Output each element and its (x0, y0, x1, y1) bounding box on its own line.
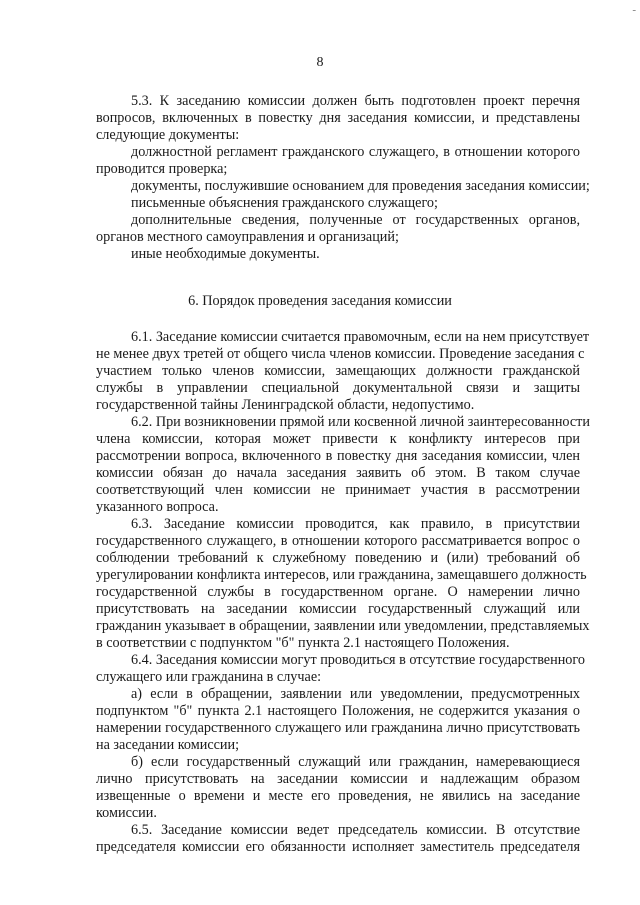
paragraph-line: а) если в обращении, заявлении или уведомлении, предусмотренных (131, 686, 580, 702)
paragraph-line: 6.1. Заседание комиссии считается правомочным, если на нем присутствует (131, 329, 590, 345)
section-heading: 6. Порядок проведения заседания комиссии (188, 293, 452, 309)
paragraph-line: соответствующий член комиссии не принимает участия в рассмотрении (96, 482, 580, 498)
paragraph-line: соблюдении требований к служебному поведению и (или) требований об (96, 550, 580, 566)
paragraph-line: государственного служащего, в отношении которого рассматривается вопрос о (96, 533, 580, 549)
paragraph-line: иные необходимые документы. (131, 246, 320, 262)
paragraph-line: документы, послужившие основанием для проведения заседания комиссии; (131, 178, 590, 194)
paragraph-line: 6.2. При возникновении прямой или косвенной личной заинтересованности (131, 414, 590, 430)
paragraph-line: должностной регламент гражданского служащего, в отношении которого (131, 144, 580, 160)
paragraph-line: не менее двух третей от общего числа членов комиссии. Проведение заседания с (96, 346, 585, 362)
paragraph-line: б) если государственный служащий или гражданин, намеревающиеся (131, 754, 580, 770)
paragraph-line: 6.5. Заседание комиссии ведет председатель комиссии. В отсутствие (131, 822, 580, 838)
paragraph-line: 6.4. Заседания комиссии могут проводиться в отсутствие государственного (131, 652, 585, 668)
paragraph-line: 6.3. Заседание комиссии проводится, как правило, в присутствии (131, 516, 580, 532)
paragraph-line: участием только членов комиссии, замещающих должности гражданской (96, 363, 580, 379)
paragraph-line: рассмотрении вопроса, включенного в повестку дня заседания комиссии, член (96, 448, 580, 464)
paragraph-line: на заседании комиссии; (96, 737, 240, 753)
paragraph-line: указанного вопроса. (96, 499, 219, 515)
paragraph-line: следующие документы: (96, 127, 240, 143)
paragraph-line: подпунктом "б" пункта 2.1 настоящего Положения, не содержится указания о (96, 703, 580, 719)
paragraph-line: гражданин указывает в обращении, заявлении или уведомлении, представляемых (96, 618, 590, 634)
paragraph-line: в соответствии с подпунктом "б" пункта 2.1 настоящего Положения. (96, 635, 510, 651)
paragraph-line: извещенные о времени и месте его проведения, не явились на заседание (96, 788, 580, 804)
paragraph-line: намерении государственного служащего или гражданина лично присутствовать (96, 720, 580, 736)
paragraph-line: государственной тайны Ленинградской области, недопустимо. (96, 397, 475, 413)
paragraph-line: проводится проверка; (96, 161, 228, 177)
paragraph-line: вопросов, включенных в повестку дня заседания комиссии, и представлены (96, 110, 580, 126)
paragraph-line: органов местного самоуправления и организаций; (96, 229, 399, 245)
paragraph-line: члена комиссии, которая может привести к конфликту интересов при (96, 431, 580, 447)
paragraph-line: служащего или гражданина в случае: (96, 669, 322, 685)
corner-mark: - (632, 4, 636, 16)
paragraph-line: письменные объяснения гражданского служащего; (131, 195, 438, 211)
paragraph-line: комиссии обязан до начала заседания заявить об этом. В таком случае (96, 465, 580, 481)
paragraph-line: лично присутствовать на заседании комиссии и надлежащим образом (96, 771, 580, 787)
paragraph-line: государственной службы в государственном органе. О намерении лично (96, 584, 580, 600)
paragraph-line: 5.3. К заседанию комиссии должен быть подготовлен проект перечня (131, 93, 580, 109)
paragraph-line: председателя комиссии его обязанности исполняет заместитель председателя (96, 839, 580, 855)
paragraph-line: дополнительные сведения, полученные от государственных органов, (131, 212, 580, 228)
paragraph-line: комиссии. (96, 805, 157, 821)
page-number: 8 (316, 55, 324, 70)
paragraph-line: службы в управлении специальной документальной связи и защиты (96, 380, 580, 396)
paragraph-line: присутствовать на заседании комиссии государственный служащий или (96, 601, 580, 617)
paragraph-line: урегулировании конфликта интересов, или гражданина, замещавшего должность (96, 567, 587, 583)
